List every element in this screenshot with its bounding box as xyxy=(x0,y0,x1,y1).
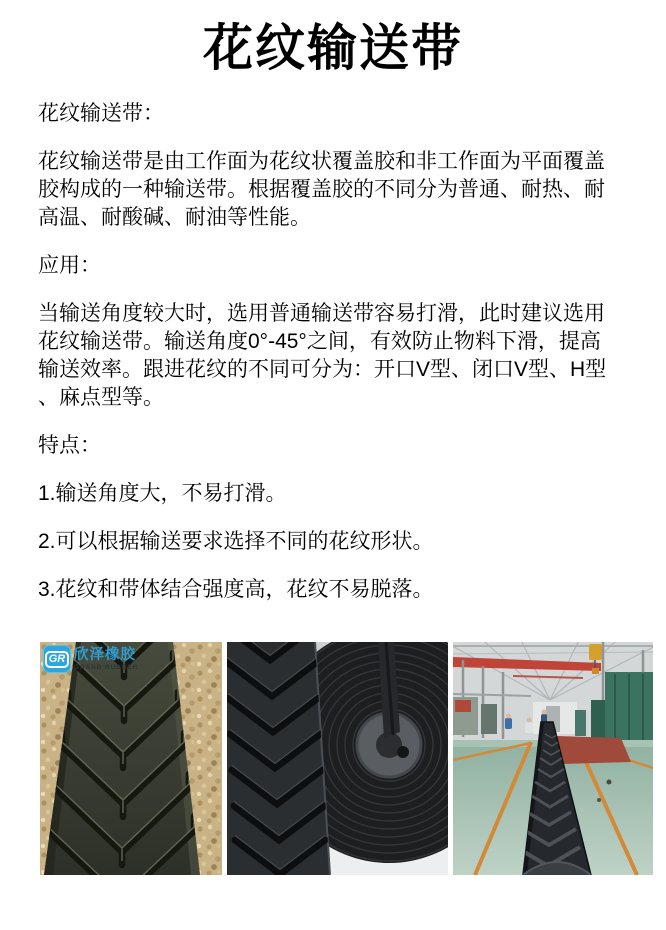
photo-factory-workshop xyxy=(453,642,653,875)
body-text xyxy=(38,100,638,624)
logo-monogram: GR xyxy=(45,651,70,668)
text-line: 3.花纹和带体结合强度高，花纹不易脱落。 xyxy=(38,578,434,601)
brand-logo xyxy=(43,645,138,673)
text-line: 当输送角度较大时，选用普通输送带容易打滑，此时建议选用 xyxy=(38,302,605,325)
text-line: 花纹输送带是由工作面为花纹状覆盖胶和非工作面为平面覆盖 xyxy=(38,150,605,173)
application-label xyxy=(38,252,638,280)
text-line: 花纹输送带： xyxy=(38,102,164,125)
logo-text-block xyxy=(74,645,138,672)
feature-item-1 xyxy=(38,480,638,508)
photo-chevron-belt xyxy=(40,642,222,875)
feature-item-3 xyxy=(38,576,638,604)
photo-strip xyxy=(40,642,653,875)
photo-belt-roll xyxy=(227,642,448,875)
text-line: 花纹输送带。输送角度0°-45°之间，有效防止物料下滑，提高 xyxy=(38,330,601,353)
application-paragraph xyxy=(38,300,638,412)
text-line: 、麻点型等。 xyxy=(38,386,164,409)
text-line: 1.输送角度大，不易打滑。 xyxy=(38,482,287,505)
logo-english-name: GRAND RUBBER xyxy=(74,664,139,671)
text-line: 胶构成的一种输送带。根据覆盖胶的不同分为普通、耐热、耐 xyxy=(38,178,605,201)
text-line: 2.可以根据输送要求选择不同的花纹形状。 xyxy=(38,530,434,553)
features-label xyxy=(38,432,638,460)
logo-chinese-name: 欣泽橡胶 xyxy=(74,647,136,663)
text-line: 高温、耐酸碱、耐油等性能。 xyxy=(38,206,311,229)
logo-gr-icon xyxy=(43,645,71,673)
intro-paragraph xyxy=(38,148,638,232)
text-line: 输送效率。跟进花纹的不同可分为：开口V型、闭口V型、H型 xyxy=(38,358,607,381)
feature-item-2 xyxy=(38,528,638,556)
text-line: 特点： xyxy=(38,434,101,457)
intro-label xyxy=(38,100,638,128)
page-title: 花纹输送带 xyxy=(203,20,463,76)
text-line: 应用： xyxy=(38,254,101,277)
